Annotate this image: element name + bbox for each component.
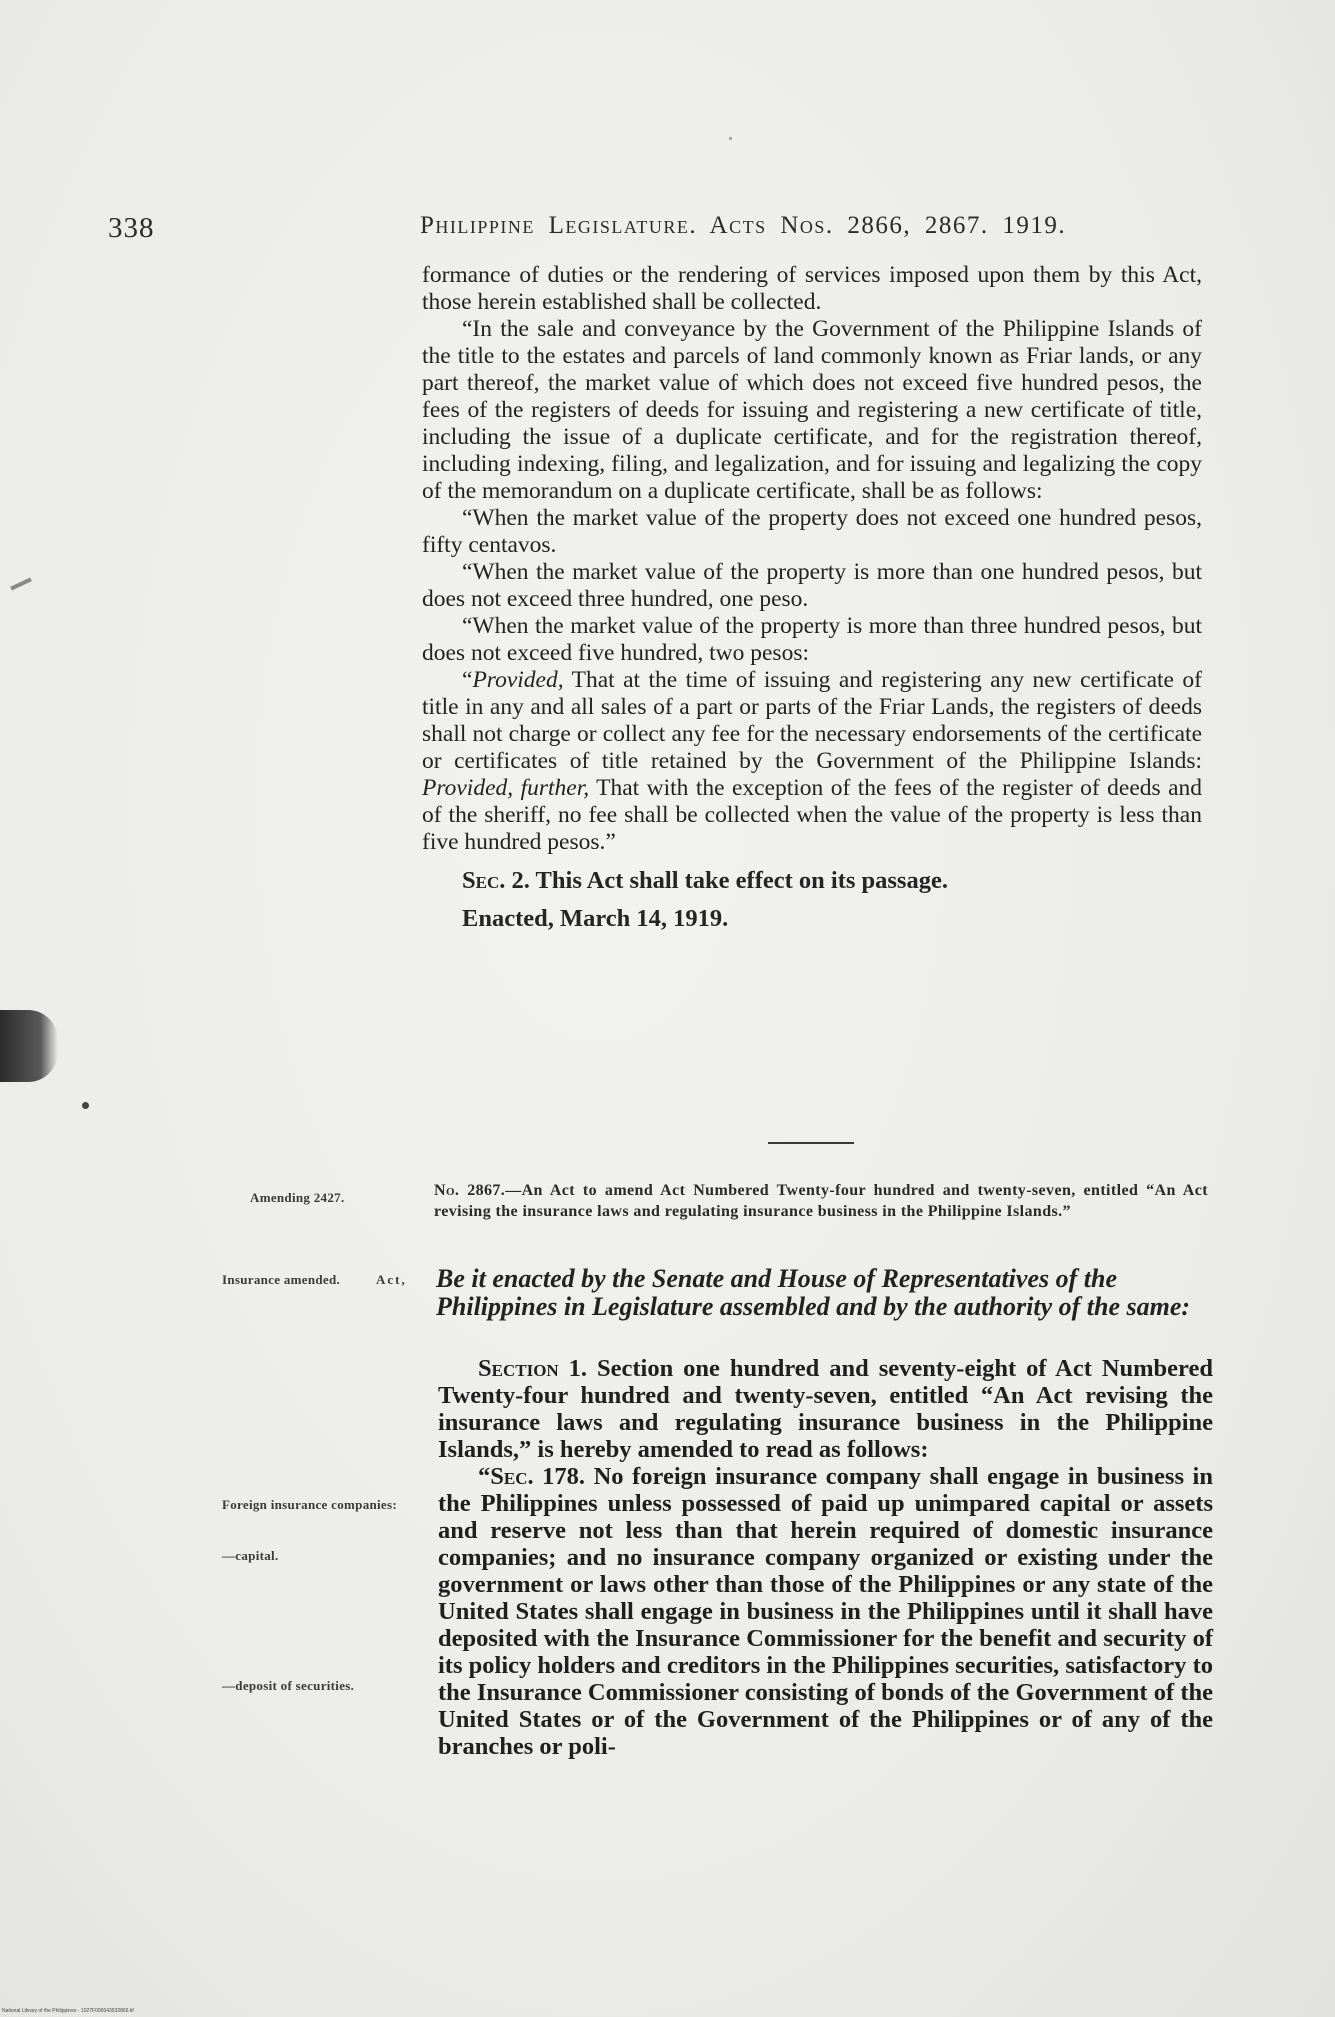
section-178 bbox=[438, 1463, 1213, 1760]
text: That at the time of issuing and registering any new certificate of title in any and all sales of a part or parts of the Friar Lands, the registers of deeds shall not charge or collect any fee for the necessary endorsements of the certificate or certificates of title retained by the Government of the Philippine Islands: bbox=[422, 667, 1202, 774]
paragraph: “When the market value of the property is more than three hundred pesos, but does not exceed five hundred, two pesos: bbox=[422, 613, 1202, 666]
margin-mark bbox=[10, 578, 32, 591]
section-divider bbox=[768, 1142, 854, 1144]
margin-note-amending: Amending 2427. bbox=[250, 1190, 345, 1205]
paragraph: “When the market value of the property is more than one hundred pesos, but does not exceed three hundred, one peso. bbox=[422, 559, 1202, 612]
running-head: Philippine Legislature. Acts Nos. 2866, 2867. 1919. bbox=[420, 212, 1067, 239]
section-2 bbox=[422, 864, 1202, 898]
binding-shadow bbox=[0, 1010, 58, 1082]
paragraph: formance of duties or the rendering of services imposed upon them by this Act, those herein established shall be collected. bbox=[422, 262, 1202, 315]
margin-note-insurance: Insurance amended. bbox=[222, 1272, 341, 1287]
text: 1. Section one hundred and seventy-eight of Act Numbered Twenty-four hundred and twenty-seven, entitled “An Act revising the insurance laws and regulating insurance business in the Philippine Islands,” is hereby amended to read as follows: bbox=[438, 1355, 1213, 1463]
text: “ bbox=[478, 1463, 491, 1490]
text: That with the exception of the fees of the register of deeds and of the sheriff, no fee shall be collected when the value of the property is less than five hundred pesos.” bbox=[422, 775, 1202, 855]
paragraph: “When the market value of the property does not exceed one hundred pesos, fifty centavos. bbox=[422, 505, 1202, 558]
ink-speck bbox=[729, 137, 732, 140]
act-2866-continuation bbox=[422, 262, 1202, 936]
act-2867-title bbox=[434, 1180, 1208, 1222]
section-1 bbox=[438, 1355, 1213, 1463]
margin-note-foreign: Foreign insurance companies: bbox=[222, 1497, 397, 1512]
enacting-clause: Be it enacted by the Senate and House of Representatives of the Philippines in Legislature assembled and by the authority of the same: bbox=[436, 1264, 1191, 1321]
paragraph: “In the sale and conveyance by the Government of the Philippine Islands of the title to the estates and parcels of land commonly known as Friar lands, or any part thereof, the market value of which does not exceed five hundred pesos, the fees of the registers of deeds for issuing and registering a new certificate of title, including the issue of a duplicate certificate, and for the registration thereof, including indexing, filing, and legalization, and for issuing and legalizing the copy of the memorandum on a duplicate certificate, shall be as follows: bbox=[422, 316, 1202, 504]
provided-italic: Provided, bbox=[472, 667, 564, 693]
page-number: 338 bbox=[108, 212, 155, 244]
section-label: Section bbox=[478, 1355, 559, 1382]
margin-note-act-word: Act, bbox=[376, 1272, 407, 1287]
sec-label: Sec. bbox=[490, 1463, 534, 1490]
act-title: —An Act to amend Act Numbered Twenty-four hundred and twenty-seven, entitled “An Act revising the insurance laws and regulating insurance business in the Philippine Islands.” bbox=[434, 1182, 1208, 1220]
text: 178. No foreign insurance company shall engage in business in the Philippines unless possessed of paid up unimpared capital or assets and reserve not less than that herein required of domestic insurance companies; and no insurance company organized or existing under the government or laws other than those of the Philippines or any state of the United States shall engage in business in the Philippines until it shall have deposited with the Insurance Commissioner for the benefit and security of its policy holders and creditors in the Philippines securities, satisfactory to the Insurance Commissioner consisting of bonds of the Government of the United States or of the Government of the Philippines or of any of the branches or poli- bbox=[438, 1463, 1213, 1760]
enacted-date: Enacted, March 14, 1919. bbox=[462, 905, 729, 932]
text: “ bbox=[462, 667, 473, 693]
paragraph-proviso bbox=[422, 667, 1202, 856]
provided-further-italic: Provided, further, bbox=[422, 775, 590, 801]
scan-credit: National Library of the Philippines · 1027F000043932866.tif bbox=[2, 2008, 134, 2014]
ink-speck bbox=[82, 1102, 89, 1109]
margin-note-deposit: —deposit of securities. bbox=[222, 1678, 355, 1693]
act-2867-body bbox=[438, 1355, 1213, 1760]
act-number: No. 2867. bbox=[434, 1182, 506, 1199]
margin-note-capital: —capital. bbox=[222, 1548, 279, 1563]
text: 2. This Act shall take effect on its passage. bbox=[505, 867, 948, 894]
sec-label: Sec. bbox=[462, 867, 506, 894]
